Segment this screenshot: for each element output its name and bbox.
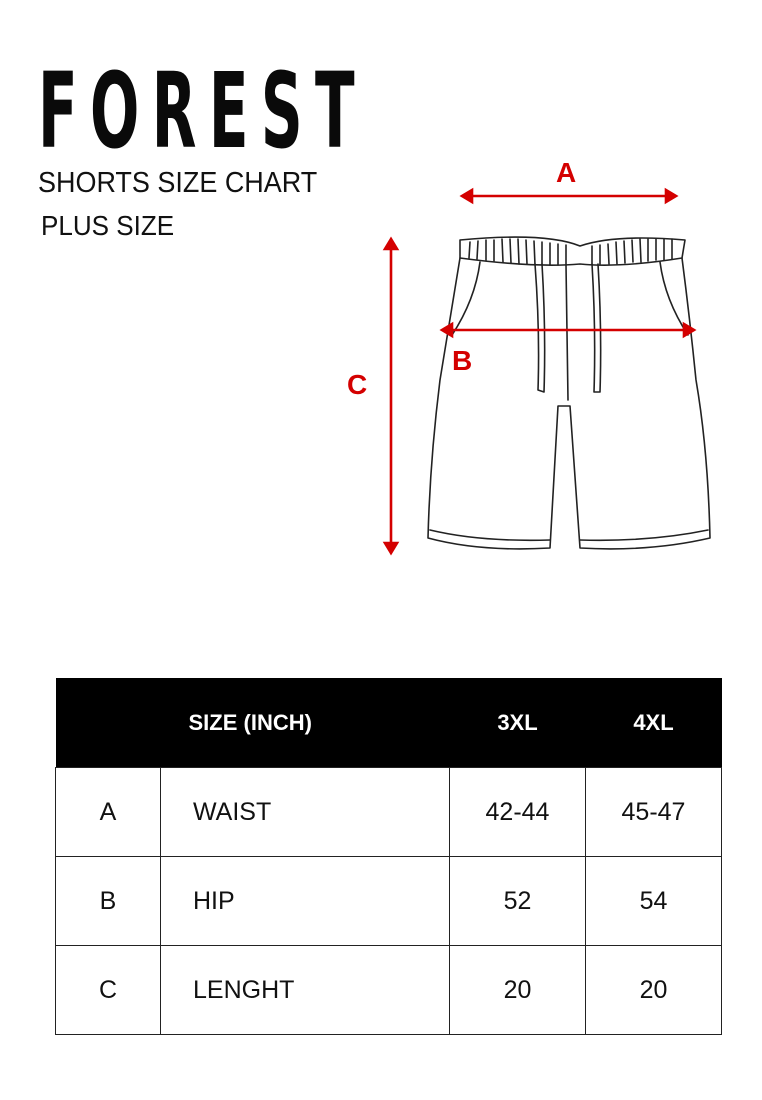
- row-measure: WAIST: [161, 768, 450, 857]
- row-measure: LENGHT: [161, 946, 450, 1035]
- shorts-illustration: [330, 150, 730, 580]
- shorts-diagram: [330, 150, 730, 580]
- row-value-4xl: 20: [586, 946, 722, 1035]
- header-size-label: SIZE (INCH): [161, 678, 450, 768]
- header-blank: [56, 678, 161, 768]
- shorts-outline: [428, 237, 710, 549]
- header-size-4xl: 4XL: [586, 678, 722, 768]
- row-letter: C: [56, 946, 161, 1035]
- row-value-4xl: 54: [586, 857, 722, 946]
- table-row: [56, 946, 722, 1035]
- dimension-label-a: A: [556, 157, 577, 188]
- row-value-3xl: 20: [450, 946, 586, 1035]
- dimension-c-arrow: [385, 239, 397, 553]
- size-table: [55, 678, 721, 1035]
- row-letter: B: [56, 857, 161, 946]
- header-size-3xl: 3XL: [450, 678, 586, 768]
- chart-title: SHORTS SIZE CHART: [38, 167, 318, 199]
- dimension-label-c: C: [347, 369, 368, 400]
- dimension-b-arrow: [442, 324, 694, 336]
- table-row: [56, 857, 722, 946]
- row-measure: HIP: [161, 857, 450, 946]
- brand-logo: FOREST: [38, 50, 368, 172]
- row-value-3xl: 52: [450, 857, 586, 946]
- row-value-3xl: 42-44: [450, 768, 586, 857]
- table-header-row: [56, 678, 722, 768]
- dimension-a-arrow: [462, 190, 676, 202]
- row-letter: A: [56, 768, 161, 857]
- chart-subtitle: PLUS SIZE: [41, 210, 175, 241]
- table-row: [56, 768, 722, 857]
- row-value-4xl: 45-47: [586, 768, 722, 857]
- dimension-label-b: B: [452, 345, 473, 376]
